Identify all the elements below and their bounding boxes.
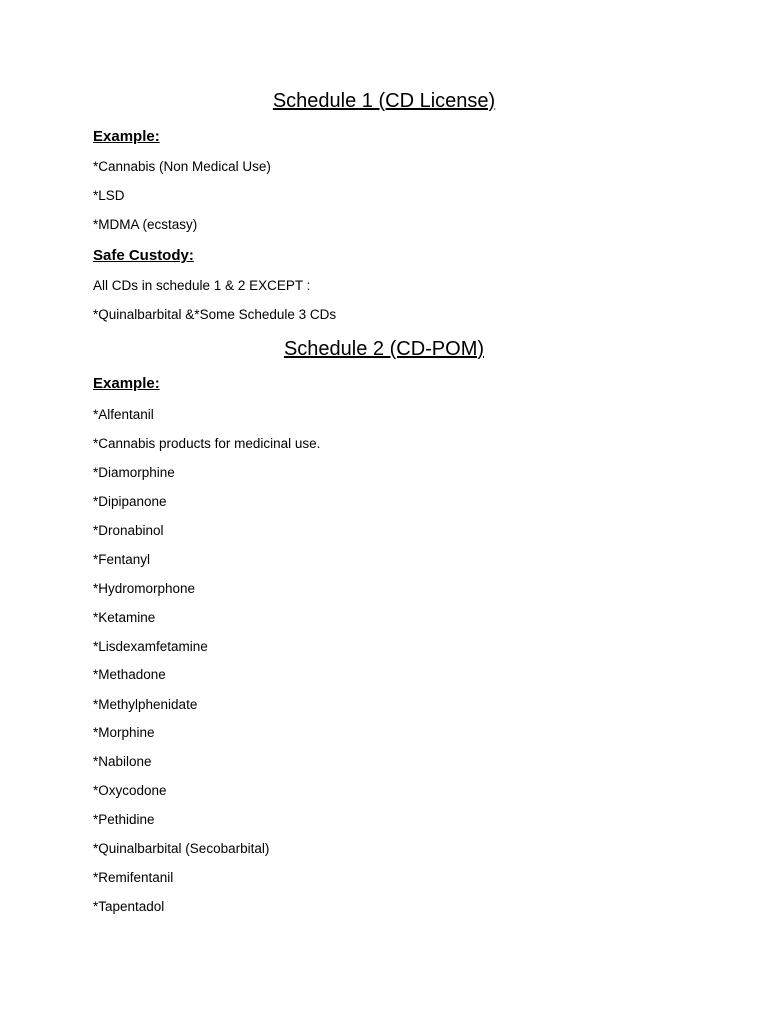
schedule-1-example-item: *LSD xyxy=(93,188,125,203)
schedule-1-heading: Schedule 1 (CD License) xyxy=(272,90,496,112)
schedule-2-example-item: *Alfentanil xyxy=(93,407,154,422)
schedule-2-example-item: *Oxycodone xyxy=(93,783,167,798)
schedule-2-example-item: *Remifentanil xyxy=(93,870,174,885)
schedule-2-example-item: *Fentanyl xyxy=(93,552,151,567)
schedule-2-example-item: *Pethidine xyxy=(93,812,155,827)
schedule-2-example-item: *Cannabis products for medicinal use. xyxy=(93,436,321,451)
schedule-1-example-label: Example: xyxy=(93,128,160,145)
schedule-1-example-item: *MDMA (ecstasy) xyxy=(93,217,198,232)
schedule-2-example-item: *Lisdexamfetamine xyxy=(93,639,208,654)
schedule-2-example-label: Example: xyxy=(93,375,160,392)
safe-custody-line: All CDs in schedule 1 & 2 EXCEPT : xyxy=(93,278,311,293)
schedule-2-example-item: *Ketamine xyxy=(93,610,156,625)
safe-custody-label: Safe Custody: xyxy=(93,247,194,264)
schedule-2-example-item: *Quinalbarbital (Secobarbital) xyxy=(93,841,270,856)
schedule-2-example-item: *Nabilone xyxy=(93,754,152,769)
schedule-2-example-item: *Tapentadol xyxy=(93,899,165,914)
schedule-2-example-item: *Methadone xyxy=(93,667,166,682)
schedule-2-example-item: *Hydromorphone xyxy=(93,581,196,596)
schedule-2-example-item: *Diamorphine xyxy=(93,465,175,480)
schedule-2-example-item: *Dipipanone xyxy=(93,494,167,509)
schedule-2-example-item: *Methylphenidate xyxy=(93,697,198,712)
schedule-1-example-item: *Cannabis (Non Medical Use) xyxy=(93,159,271,174)
schedule-2-example-item: *Dronabinol xyxy=(93,523,164,538)
schedule-2-heading: Schedule 2 (CD-POM) xyxy=(283,338,485,360)
schedule-2-example-item: *Morphine xyxy=(93,725,155,740)
safe-custody-line: *Quinalbarbital &*Some Schedule 3 CDs xyxy=(93,307,337,322)
